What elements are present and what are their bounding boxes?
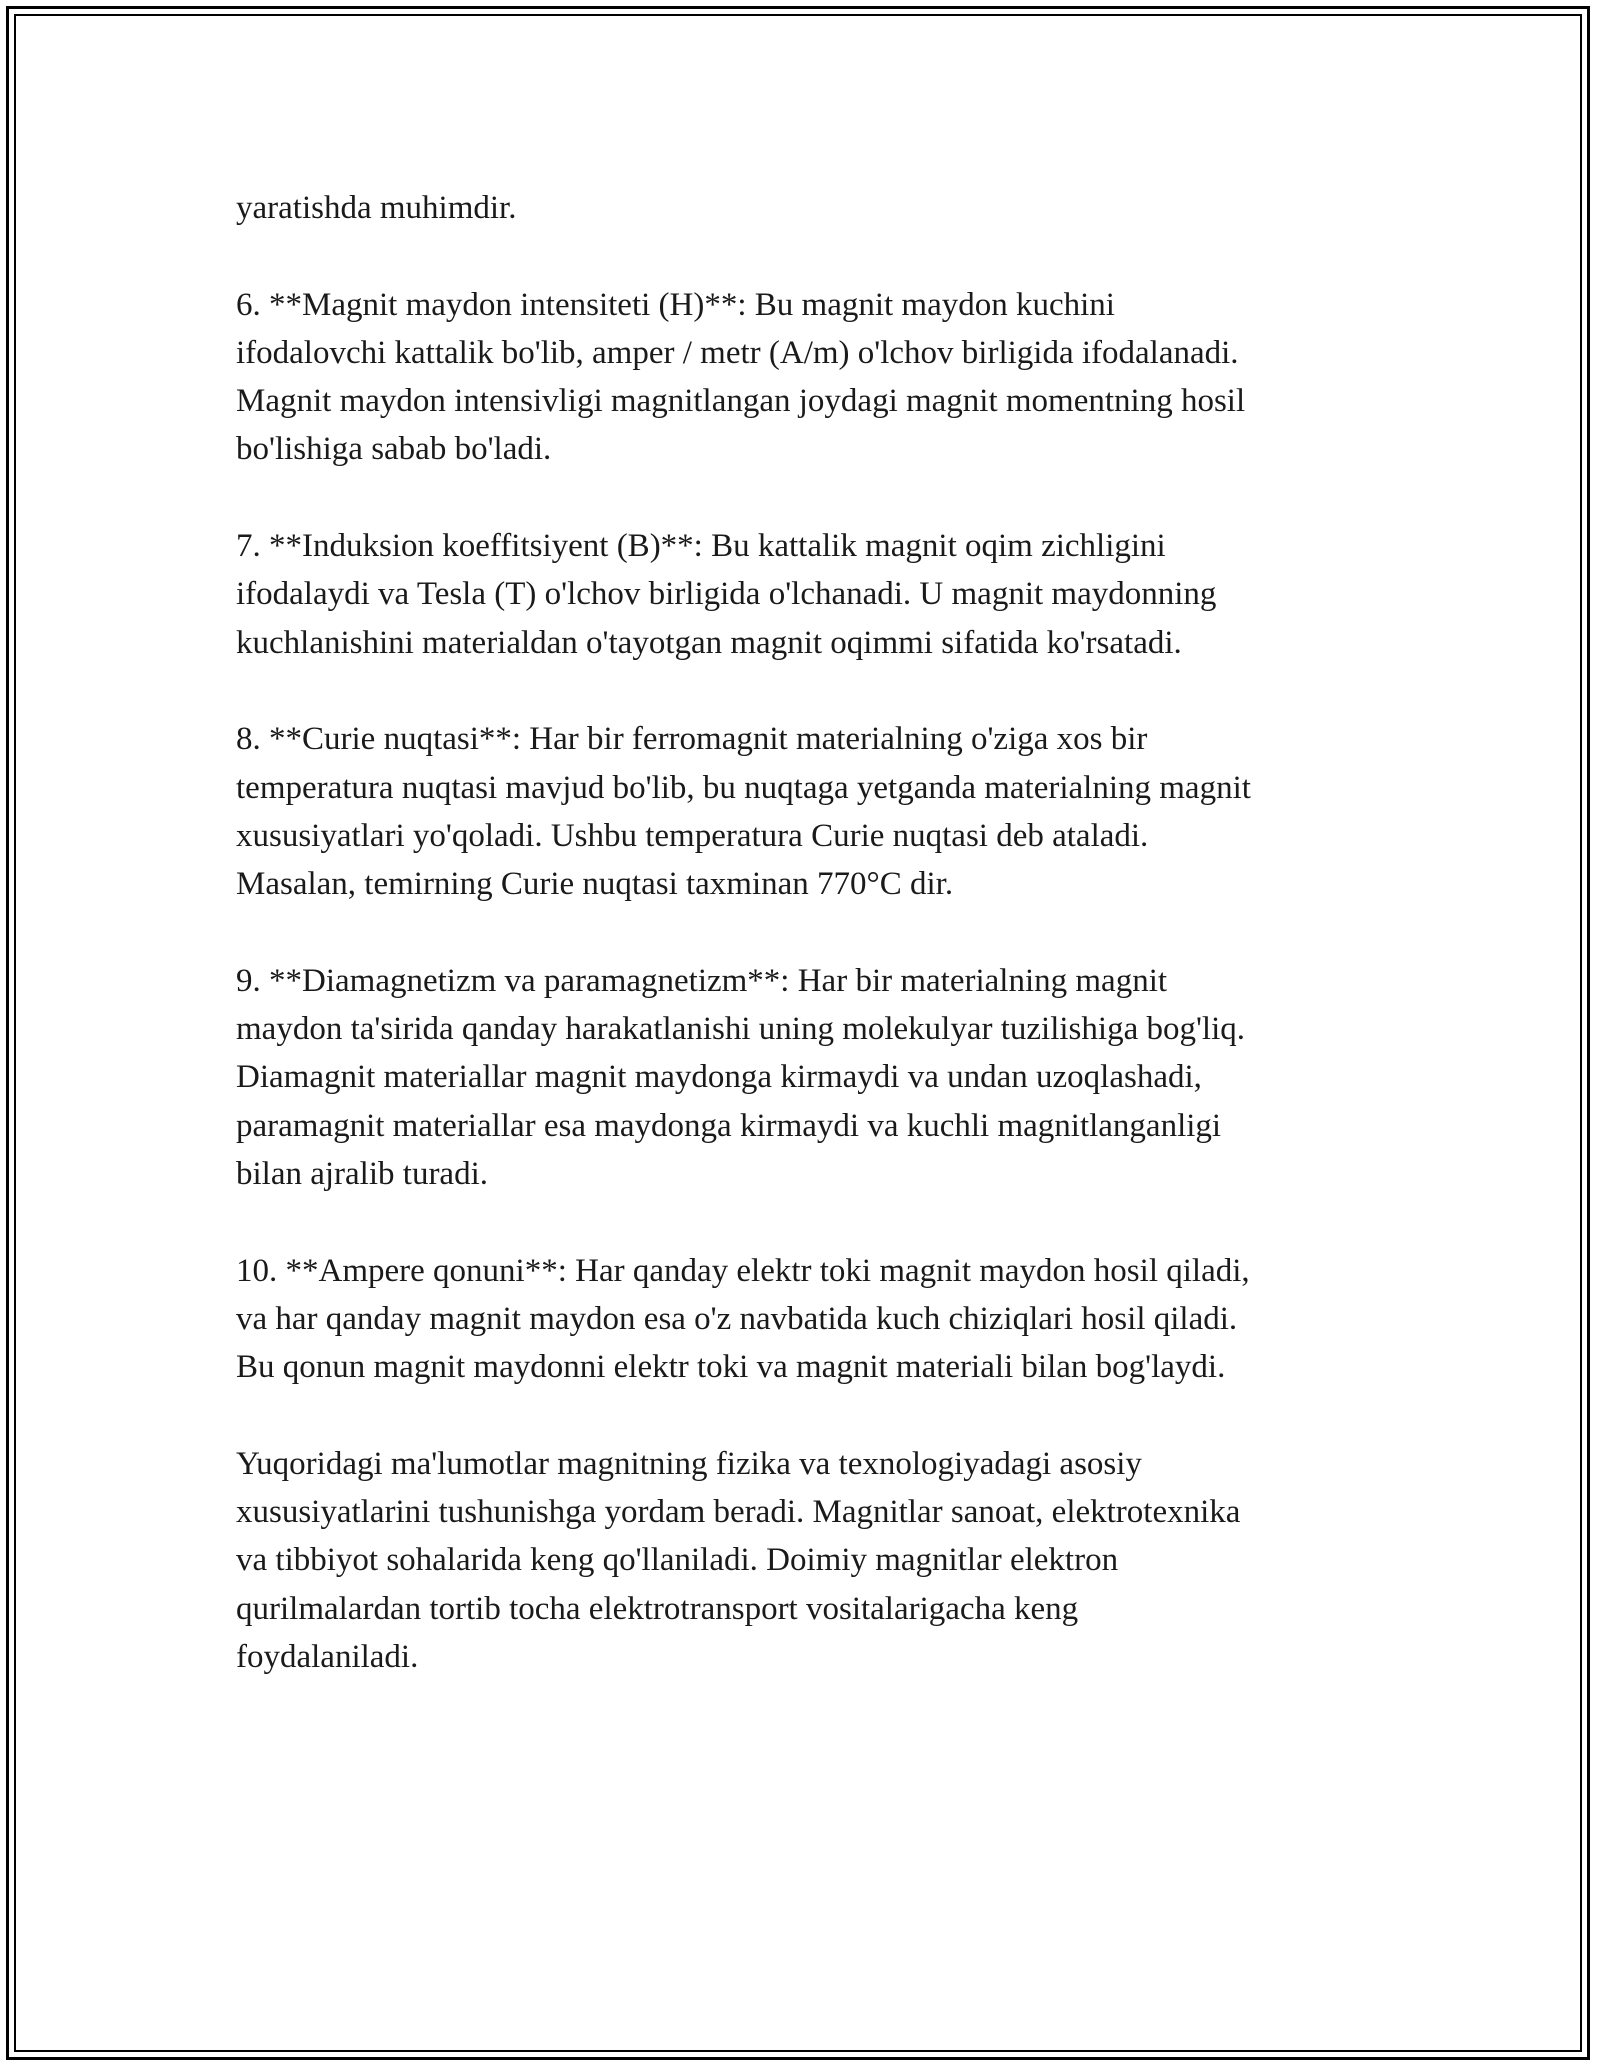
paragraph-continuation (236, 184, 1376, 232)
document-body (236, 184, 1376, 1730)
text-line: Magnit maydon intensivligi magnitlangan joydagi magnit momentning hosil (236, 383, 1246, 420)
text-line: 9. **Diamagnetizm va paramagnetizm**: Har bir materialning magnit (236, 962, 1168, 999)
text-line: ifodalovchi kattalik bo'lib, amper / metr (A/m) o'lchov birligida ifodalanadi. (236, 334, 1239, 371)
text-line: xususiyatlarini tushunishga yordam beradi. Magnitlar sanoat, elektrotexnika (236, 1494, 1241, 1531)
text-line: maydon ta'sirida qanday harakatlanishi uning molekulyar tuzilishiga bog'liq. (236, 1011, 1245, 1048)
text-line: Bu qonun magnit maydonni elektr toki va magnit materiali bilan bog'laydi. (236, 1349, 1226, 1386)
text-line: yaratishda muhimdir. (236, 190, 517, 226)
text-line: bilan ajralib turadi. (236, 1155, 488, 1192)
text-line: ifodalaydi va Tesla (T) o'lchov birligida o'lchanadi. U magnit maydonning (236, 576, 1217, 613)
text-line: Diamagnit materiallar magnit maydonga kirmaydi va undan uzoqlashadi, (236, 1059, 1202, 1096)
paragraph-item-9 (236, 957, 1376, 1198)
paragraph-item-6 (236, 281, 1376, 474)
text-line: qurilmalardan tortib tocha elektrotransport vositalarigacha keng (236, 1590, 1079, 1627)
text-line: va tibbiyot sohalarida keng qo'llaniladi. Doimiy magnitlar elektron (236, 1542, 1119, 1579)
text-line: Masalan, temirning Curie nuqtasi taxminan 770°C dir. (236, 866, 954, 903)
text-line: 8. **Curie nuqtasi**: Har bir ferromagnit materialning o'ziga xos bir (236, 721, 1148, 758)
paragraph-summary (236, 1440, 1376, 1681)
text-line: 7. **Induksion koeffitsiyent (B)**: Bu kattalik magnit oqim zichligini (236, 528, 1166, 565)
paragraph-item-10 (236, 1247, 1376, 1392)
text-line: 10. **Ampere qonuni**: Har qanday elektr toki magnit maydon hosil qiladi, (236, 1252, 1250, 1289)
text-line: foydalaniladi. (236, 1638, 419, 1675)
text-line: va har qanday magnit maydon esa o'z navbatida kuch chiziqlari hosil qiladi. (236, 1300, 1238, 1337)
text-line: bo'lishiga sabab bo'ladi. (236, 431, 552, 468)
paragraph-item-7 (236, 522, 1376, 667)
text-line: Yuqoridagi ma'lumotlar magnitning fizika va texnologiyadagi asosiy (236, 1445, 1142, 1482)
text-line: paramagnit materiallar esa maydonga kirmaydi va kuchli magnitlanganligi (236, 1107, 1222, 1144)
text-line: xususiyatlari yo'qoladi. Ushbu temperatura Curie nuqtasi deb ataladi. (236, 817, 1149, 854)
paragraph-item-8 (236, 715, 1376, 908)
text-line: 6. **Magnit maydon intensiteti (H)**: Bu magnit maydon kuchini (236, 286, 1115, 323)
text-line: temperatura nuqtasi mavjud bo'lib, bu nuqtaga yetganda materialning magnit (236, 769, 1251, 806)
text-line: kuchlanishini materialdan o'tayotgan magnit oqimmi sifatida ko'rsatadi. (236, 624, 1182, 661)
